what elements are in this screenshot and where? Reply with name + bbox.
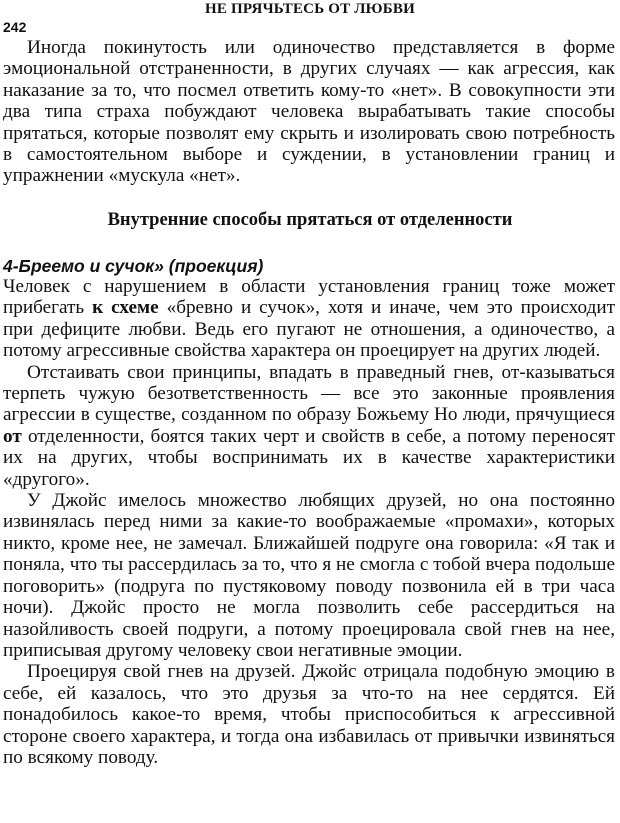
running-title: НЕ ПРЯЧЬТЕСЬ ОТ ЛЮБВИ [205, 1, 415, 17]
paragraph-2-text-b: отделенности, боятся таких черт и свойств в себе, а потому переносят их на других, чтобы воспринимать их в качестве характеристики «другого». [3, 425, 615, 490]
subsection-heading: 4-Бреемо и сучок» (проекция) [3, 256, 264, 276]
paragraph-2 [3, 362, 615, 490]
paragraph-2-bold: от [3, 425, 22, 447]
intro-block [3, 37, 615, 187]
paragraph-1-text-a: Человек с нарушением в области установления границ тоже может прибегать [3, 276, 615, 319]
paragraph-1-text-b: «бревно и сучок», хотя и иначе, чем это происходит при дефиците любви. Ведь его пугают не отношения, а одиночество, а потому агрессивные свойства характера он проецирует на других людей. [3, 297, 615, 362]
paragraph-1 [3, 276, 615, 362]
section-body [3, 276, 615, 768]
page-number: 242 [3, 19, 27, 35]
paragraph-4: Проецируя свой гнев на друзей. Джойс отрицала подобную эмоцию в себе, ей казалось, что это друзья за что-то на нее сердятся. Ей понадобилось какое-то время, чтобы приспособиться к агрессивной стороне своего характера, и тогда она избавилась от привычки извиняться по всякому поводу. [3, 661, 615, 768]
paragraph-1-bold: к схеме [92, 297, 159, 319]
paragraph-3: У Джойс имелось множество любящих друзей, но она постоянно извинялась перед ними за какие-то воображаемые «промахи», которых никто, кроме нее, не замечал. Ближайшей подруге она говорила: «Я так и поняла, что ты рассердилась за то, что я не смогла с тобой вчера подольше поговорить» (подруга по пустяковому поводу позвонила ей в три часа ночи). Джойс просто не могла позволить себе рассердиться на назойливость своей подруги, а потому проецировала свой гнев на нее, приписывая другому человеку свои негативные эмоции. [3, 490, 615, 661]
intro-paragraph: Иногда покинутость или одиночество представляется в форме эмоциональной отстраненности, в других случаях — как агрессия, как наказание за то, что посмел ответить кому-то «нет». В совокупности эти два типа страха побуждают человека вырабатывать такие способы прятаться, которые позволят ему скрыть и изолировать свою потребность в самостоятельном выборе и суждении, в установлении границ и упражнении «мускула «нет». [3, 37, 615, 187]
paragraph-2-text-a: Отстаивать свои принципы, впадать в праведный гнев, от-казываться терпеть чужую безответственность — все это законные проявления агрессии в существе, созданном по образу Божьему Но люди, прячущиеся [3, 361, 615, 426]
section-heading: Внутренние способы прятаться от отделенности [107, 210, 513, 230]
